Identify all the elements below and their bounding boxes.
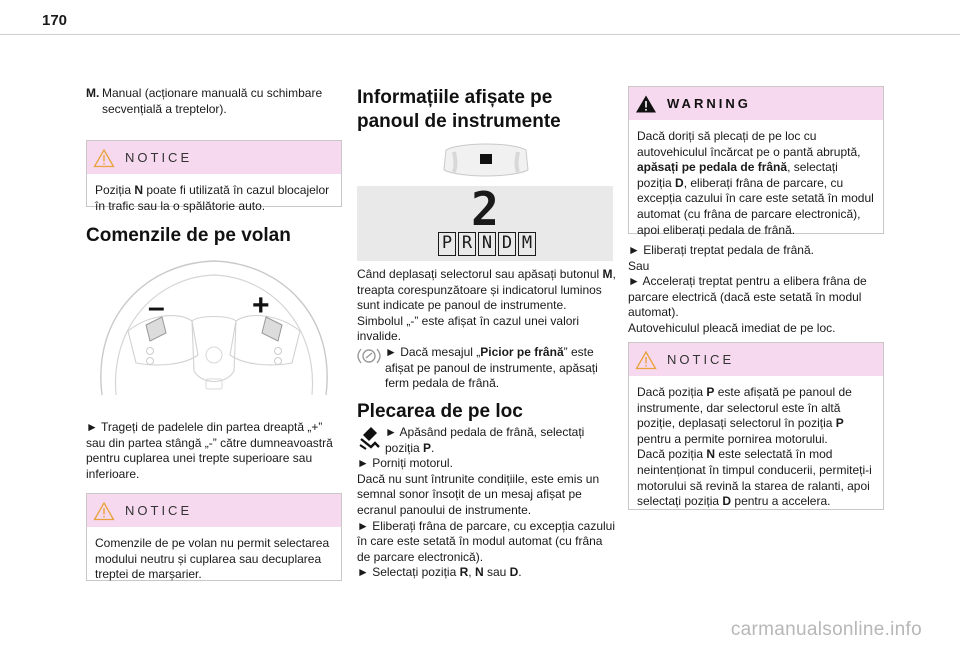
gear-letter-p: P: [438, 232, 456, 256]
bold-text: N: [706, 447, 716, 462]
warning-label: WARNING: [667, 96, 751, 111]
bold-text: R: [459, 565, 469, 580]
warning-triangle-icon: [635, 94, 657, 114]
warning-box: [628, 86, 884, 237]
selector-paragraph: [357, 267, 619, 314]
step-release-brake: ► Eliberați frâna de parcare, cu excepția cazului în care este setată în modul automat (cu frâna de parcare electronică).: [357, 518, 616, 564]
step-press-brake: [385, 425, 619, 456]
notice-body: [87, 174, 341, 222]
column-1: [86, 86, 342, 117]
bold-text: P: [706, 385, 715, 399]
warning-header: [629, 87, 883, 120]
notice-label: NOTICE: [667, 352, 735, 367]
gear-letter-r: R: [458, 232, 476, 256]
text: ” este afișat pe panoul de instrumente, apăsați ferm pedala de frână.: [385, 344, 598, 391]
text: ► Apăsând pedala de frână, selectați poziția: [385, 425, 585, 455]
notice-label: NOTICE: [125, 150, 193, 165]
step-brake-row: [357, 425, 619, 456]
text: ► Dacă mesajul „: [385, 344, 481, 359]
text: .: [518, 565, 522, 580]
text: ► Selectați poziția: [357, 565, 460, 580]
heading-line: Informațiile afișate pe: [357, 87, 553, 108]
notice-header: [629, 343, 883, 376]
gear-digit: 2: [471, 182, 499, 236]
bold-text: N: [474, 565, 484, 580]
notice-box-2: [86, 493, 342, 581]
brake-pedal-icon: [357, 345, 381, 367]
instrument-text: [357, 267, 619, 392]
gear-display-figure: [357, 182, 613, 261]
page-number: 170: [42, 12, 68, 29]
caution-triangle-icon: [635, 350, 657, 370]
notice-body: [629, 376, 883, 518]
step-conditions: Dacă nu sunt întrunite condițiile, este emis un semnal sonor însoțit de un mesaj afișat pe ecranul panoului de instrumente.: [357, 471, 600, 517]
text: .: [431, 440, 435, 455]
caution-triangle-icon: [93, 501, 115, 521]
bold-text: D: [722, 494, 732, 509]
gear-letter-n: N: [478, 232, 496, 256]
notice-bold: N: [134, 183, 144, 197]
vehicle-moves-off: Autovehiculul pleacă imediat de pe loc.: [628, 320, 836, 335]
gear-letters: [438, 232, 536, 256]
warning-body: [629, 120, 883, 246]
paddle-instruction: ► Trageți de padelele din partea dreaptă „+” sau din partea stângă „-” către dumneavoastră pentru cuplarea unei trepte superioare sau inferioare.: [86, 420, 333, 481]
heading-line: panoul de instrumente: [357, 111, 561, 132]
release-brake-gradually: ► Eliberați treptat pedala de frână.: [628, 243, 814, 257]
minus-paddle-label: –: [148, 291, 165, 324]
brake-message-text: [385, 345, 619, 392]
notice-box-1: [86, 140, 342, 213]
m-definition: [86, 86, 342, 117]
step-start-engine: ► Porniți motorul.: [357, 456, 453, 471]
bold-text: M: [602, 267, 613, 281]
text: este afișată pe panoul de instrumente, dar selectorul este în altă poziție, deplasați selectorul în poziția: [637, 385, 852, 431]
text: Dacă poziția: [637, 447, 707, 462]
text: , eliberați frâna de parcare, cu excepția cazului în care este setată în modul automat (cu frâna de parcare electronică), apoi eliberați pedala de frână.: [637, 175, 874, 237]
step-select-position: [357, 565, 619, 581]
bold-text: P: [835, 416, 844, 431]
foot-on-pedal-icon: [357, 425, 383, 451]
starting-text: [357, 425, 619, 581]
steering-wheel-figure: [88, 255, 340, 403]
notice-box-3: [628, 342, 884, 510]
notice-header: [87, 141, 341, 174]
heading-steering-controls: Comenzile de pe volan: [86, 225, 291, 246]
accelerate-gradually: ► Accelerați treptat pentru a elibera frâna de parcare electrică (dacă este setată în modul automat).: [628, 274, 867, 320]
text: ,: [468, 565, 475, 580]
heading-starting-off: Plecarea de pe loc: [357, 401, 523, 422]
top-divider: [0, 34, 960, 35]
watermark-footer[interactable]: carmanualsonline.info: [730, 619, 922, 640]
brake-message-row: [357, 345, 619, 392]
heading-instrument-info: [357, 86, 561, 134]
gear-letter-d: D: [498, 232, 516, 256]
bold-text: P: [423, 440, 432, 455]
text: , treapta corespunzătoare și indicatorul luminos sunt indicate pe panoul de instrumente.: [357, 267, 616, 313]
caution-triangle-icon: [93, 148, 115, 168]
text: este selectată în mod neintenționat în timpul conducerii, permiteți-i motorului să revină la starea de ralanti, apoi selectați poziția: [637, 447, 872, 509]
bold-text: Picior pe frână: [480, 344, 564, 359]
instrument-panel-icon: [440, 140, 532, 180]
bold-text: D: [675, 175, 684, 190]
text: pentru a accelera.: [731, 494, 831, 509]
or-text: Sau: [628, 258, 650, 273]
gear-letter-m: M: [518, 232, 536, 256]
foot-pedal-icon-wrap: [357, 425, 385, 456]
text: Dacă poziția: [637, 385, 707, 399]
bold-text: apăsați pe pedala de frână: [637, 160, 788, 175]
text: Dacă doriți să plecați de pe loc cu autovehiculul încărcat pe o pantă abruptă,: [637, 129, 861, 159]
text: sau: [483, 565, 510, 580]
invalid-symbol-paragraph: Simbolul „-” este afișat în cazul unei valori invalide.: [357, 313, 580, 344]
brake-foot-icon-wrap: [357, 345, 385, 372]
instrument-panel-figure: [440, 140, 532, 180]
notice-label: NOTICE: [125, 503, 193, 518]
release-text: [628, 243, 890, 337]
plus-paddle-label: +: [252, 289, 270, 322]
notice-header: [87, 494, 341, 527]
notice-body: Comenzile de pe volan nu permit selectarea modului neutru și cuplarea sau decuplarea treptei de marșarier.: [95, 536, 330, 582]
text: , selectați poziția: [637, 160, 838, 190]
notice-text: Poziția: [95, 183, 135, 197]
bold-text: D: [509, 565, 519, 580]
m-text: Manual (acționare manuală cu schimbare secvențială a treptelor).: [102, 86, 323, 116]
text: Când deplasați selectorul sau apăsați butonul: [357, 267, 603, 281]
m-key: M.: [86, 86, 100, 100]
notice-text: poate fi utilizată în cazul blocajelor în trafic sau la o spălătorie auto.: [95, 183, 330, 213]
steering-wheel-icon: [88, 255, 340, 403]
text: pentru a permite pornirea motorului.: [637, 431, 828, 446]
